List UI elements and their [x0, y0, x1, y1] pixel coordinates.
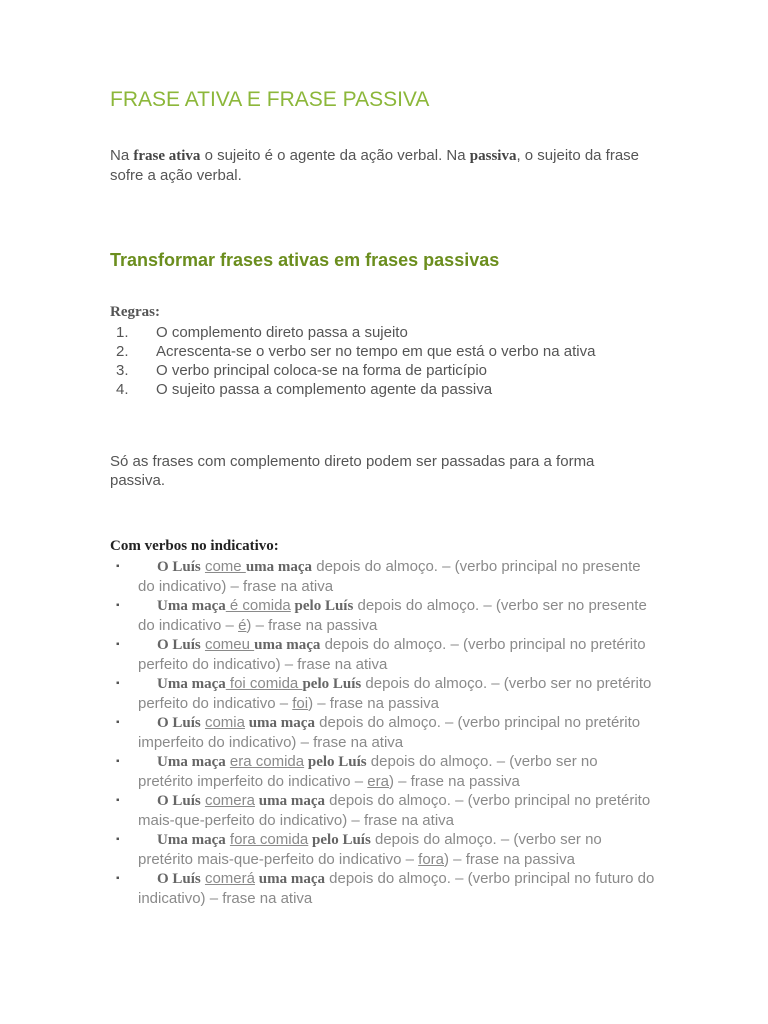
bullet-square-icon: ▪ — [116, 717, 120, 728]
example-object: pelo Luís — [304, 754, 367, 770]
example-subject: O Luís — [157, 559, 201, 575]
rule-item — [110, 380, 640, 399]
example-subject: Uma maça — [157, 676, 226, 692]
example-explanation: depois do almoço. – (verbo ser no pretérito mais-que-perfeito do indicativo – — [138, 831, 602, 868]
example-object: uma maça — [254, 637, 321, 653]
example-item — [110, 791, 655, 830]
intro-text-1: Na — [110, 147, 134, 164]
intro-text-2: o sujeito é o agente da ação verbal. Na — [200, 147, 470, 164]
rule-number: 3. — [116, 362, 129, 379]
intro-text-3: , o sujeito da frase sofre a ação verbal. — [110, 147, 640, 184]
rule-text: Acrescenta-se o verbo ser no tempo em que está o verbo na ativa — [156, 343, 596, 360]
example-verb: era comida — [229, 753, 305, 770]
example-tail: ) – frase na passiva — [388, 773, 520, 790]
example-verb: fora comida — [229, 831, 309, 848]
page-title: FRASE ATIVA E FRASE PASSIVA — [110, 88, 430, 111]
example-tail: ) – frase na passiva — [308, 695, 440, 712]
example-explanation: depois do almoço. – (verbo principal no pretérito perfeito do indicativo) – frase na ativa — [138, 636, 646, 673]
example-object: uma maça — [245, 559, 313, 575]
example-explanation: depois do almoço. – (verbo ser no pretérito perfeito do indicativo – — [138, 675, 652, 712]
rule-number: 4. — [116, 381, 129, 398]
example-object: pelo Luís — [308, 832, 371, 848]
example-subject: O Luís — [157, 715, 201, 731]
example-subject: Uma maça — [157, 832, 226, 848]
example-tail: ) – frase na passiva — [246, 617, 378, 634]
example-subject: O Luís — [157, 637, 201, 653]
example-explanation: depois do almoço. – (verbo ser no pretérito imperfeito do indicativo – — [138, 753, 598, 790]
example-subject: Uma maça — [157, 598, 226, 614]
example-verb: comerá — [204, 870, 255, 887]
example-auxiliary: era — [367, 773, 389, 790]
example-subject: O Luís — [157, 871, 201, 887]
rule-text: O sujeito passa a complemento agente da passiva — [156, 381, 493, 398]
example-verb: comera — [204, 792, 255, 809]
indicative-label: Com verbos no indicativo: — [110, 538, 279, 554]
example-auxiliary: foi — [292, 695, 309, 712]
example-item — [110, 713, 655, 752]
intro-paragraph — [110, 146, 660, 185]
example-object: pelo Luís — [302, 676, 362, 692]
bullet-square-icon: ▪ — [116, 561, 120, 572]
bullet-square-icon: ▪ — [116, 639, 120, 650]
example-auxiliary: é — [238, 617, 247, 634]
rules-list — [110, 323, 640, 399]
example-verb: é comida — [225, 597, 291, 614]
note-paragraph: Só as frases com complemento direto podem ser passadas para a forma passiva. — [110, 453, 595, 489]
rule-number: 2. — [116, 343, 129, 360]
example-item — [110, 635, 655, 674]
example-verb: foi comida — [225, 675, 303, 692]
section-heading: Transformar frases ativas em frases passivas — [110, 250, 500, 270]
rule-number: 1. — [116, 324, 129, 341]
example-subject: O Luís — [157, 793, 201, 809]
example-item — [110, 596, 655, 635]
example-verb: comia — [204, 714, 245, 731]
example-item — [110, 869, 655, 908]
bullet-square-icon: ▪ — [116, 756, 120, 767]
rules-label: Regras: — [110, 304, 160, 320]
rule-item — [110, 342, 640, 361]
rule-text: O complemento direto passa a sujeito — [156, 324, 408, 341]
bullet-square-icon: ▪ — [116, 795, 120, 806]
example-explanation: depois do almoço. – (verbo principal no pretérito imperfeito do indicativo) – frase na ativa — [138, 714, 641, 751]
example-explanation: depois do almoço. – (verbo ser no presente do indicativo – — [138, 597, 647, 634]
example-object: uma maça — [254, 793, 325, 809]
example-explanation: depois do almoço. – (verbo principal no pretérito mais-que-perfeito do indicativo) – frase na ativa — [138, 792, 651, 829]
bullet-square-icon: ▪ — [116, 834, 120, 845]
bullet-square-icon: ▪ — [116, 600, 120, 611]
example-item — [110, 557, 655, 596]
example-subject: Uma maça — [157, 754, 226, 770]
example-object: uma maça — [254, 871, 325, 887]
example-object: uma maça — [244, 715, 315, 731]
example-verb: come — [204, 558, 246, 575]
rule-text: O verbo principal coloca-se na forma de particípio — [156, 362, 487, 379]
example-explanation: depois do almoço. – (verbo principal no futuro do indicativo) – frase na ativa — [138, 870, 655, 907]
example-auxiliary: fora — [418, 851, 445, 868]
examples-list — [110, 557, 655, 908]
intro-bold-passiva: passiva — [469, 148, 517, 164]
rule-item — [110, 361, 640, 380]
example-item — [110, 752, 655, 791]
bullet-square-icon: ▪ — [116, 873, 120, 884]
bullet-square-icon: ▪ — [116, 678, 120, 689]
intro-bold-frase-ativa: frase ativa — [133, 148, 201, 164]
example-verb: comeu — [204, 636, 255, 653]
example-tail: ) – frase na passiva — [444, 851, 575, 868]
example-object: pelo Luís — [290, 598, 354, 614]
example-item — [110, 830, 655, 869]
example-explanation: depois do almoço. – (verbo principal no presente do indicativo) – frase na ativa — [138, 558, 641, 595]
rule-item — [110, 323, 640, 342]
example-item — [110, 674, 655, 713]
